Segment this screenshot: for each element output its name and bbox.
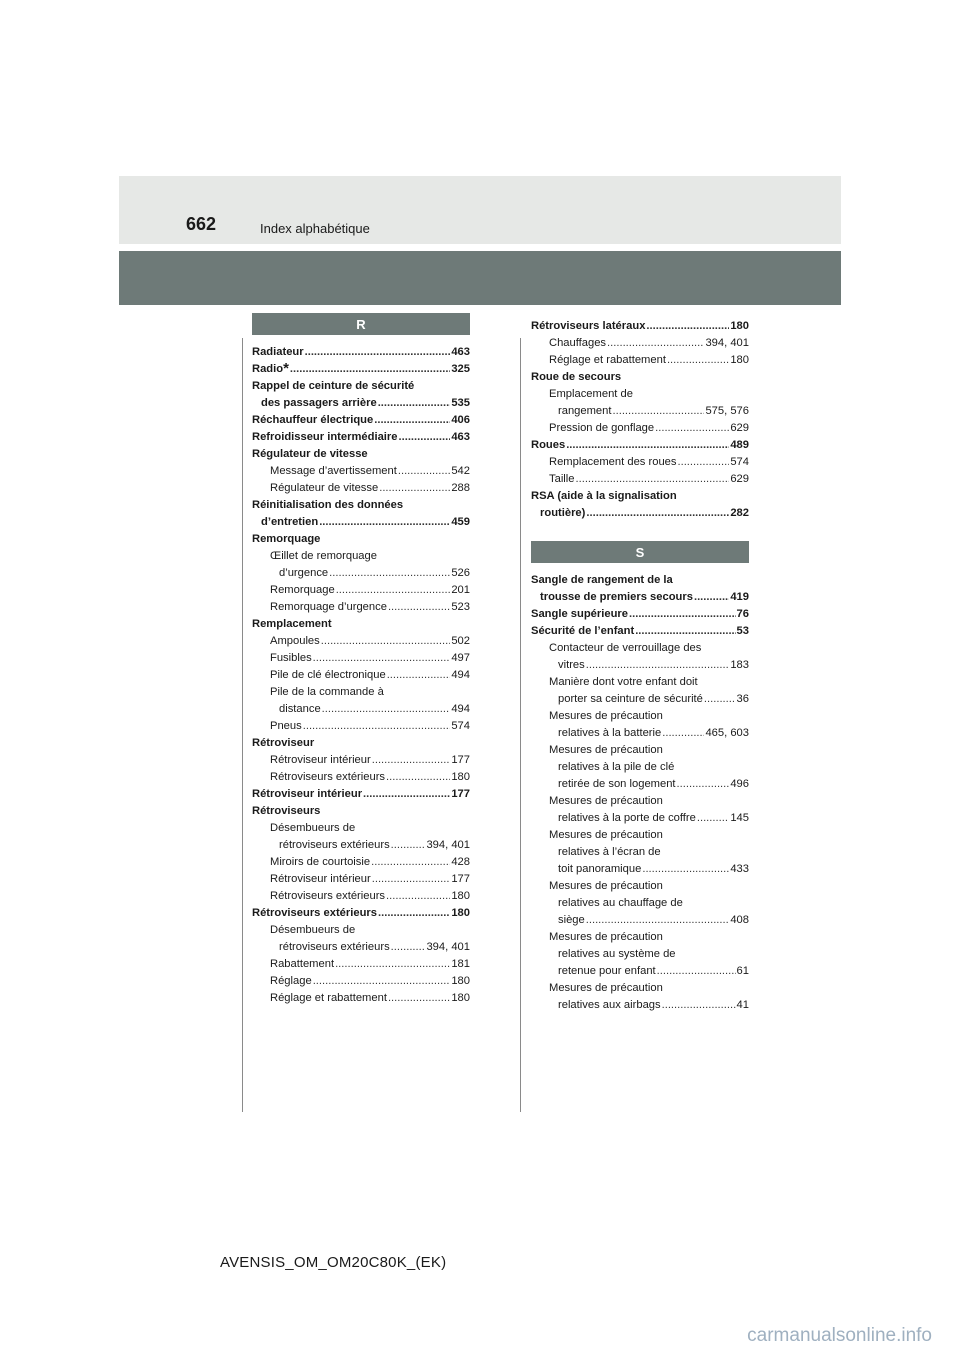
index-entry [252, 837, 470, 854]
header-band [119, 176, 841, 244]
dot-leader [645, 318, 729, 335]
index-entry-page[interactable]: 183 [730, 659, 749, 671]
index-entry-text: toit panoramique [558, 863, 642, 875]
index-entry-text: Radiateur [252, 346, 304, 358]
index-entry-page[interactable]: 177 [451, 873, 470, 885]
index-entry-text: routière) [540, 507, 586, 519]
index-entry-text: relatives au chauffage de [558, 897, 683, 909]
index-entry [531, 912, 749, 929]
index-entry [252, 395, 470, 412]
index-entry-text: Remorquage d’urgence [270, 601, 387, 613]
index-entry-page[interactable]: 41 [736, 999, 749, 1011]
index-entry-page[interactable]: 502 [451, 635, 470, 647]
index-entry [531, 810, 749, 827]
header-dark-band [119, 251, 841, 305]
index-entry [531, 640, 749, 657]
index-entry-text: Réglage et rabattement [549, 354, 666, 366]
dot-leader [585, 657, 730, 674]
index-entry-text: Réchauffeur électrique [252, 414, 374, 426]
index-entry-page[interactable]: 497 [451, 652, 470, 664]
index-entry-page[interactable]: 394, 401 [705, 337, 749, 349]
index-list-r-continued [531, 318, 749, 522]
index-entry-text: Mesures de précaution [549, 982, 663, 994]
index-entry-text: Sangle supérieure [531, 608, 628, 620]
dot-leader [362, 786, 450, 803]
index-entry-text: Rétroviseur intérieur [252, 788, 363, 800]
index-entry-text: Rétroviseur [252, 737, 315, 749]
index-entry-text: Réglage et rabattement [270, 992, 387, 1004]
watermark: carmanualsonline.info [747, 1325, 932, 1346]
index-entry [252, 548, 470, 565]
index-entry-page[interactable]: 394, 401 [426, 839, 470, 851]
dot-leader [371, 752, 451, 769]
dot-leader [703, 691, 736, 708]
index-entry-page[interactable]: 201 [451, 584, 470, 596]
index-list-r [252, 344, 470, 1007]
index-entry [252, 769, 470, 786]
index-entry [252, 633, 470, 650]
index-entry-text: Roues [531, 439, 566, 451]
index-entry-text: d’entretien [261, 516, 319, 528]
index-entry-text: Contacteur de verrouillage des [549, 642, 702, 654]
index-entry-page[interactable]: 177 [451, 754, 470, 766]
index-entry [252, 888, 470, 905]
index-entry-page[interactable]: 180 [730, 320, 749, 332]
index-entry [252, 973, 470, 990]
right-column-rule [520, 338, 521, 1112]
index-entry-text: distance [279, 703, 321, 715]
index-entry [531, 691, 749, 708]
dot-leader [318, 514, 450, 531]
index-entry [252, 514, 470, 531]
index-entry-text: Mesures de précaution [549, 795, 663, 807]
index-entry [531, 369, 749, 386]
dot-leader [398, 429, 451, 446]
index-entry [531, 657, 749, 674]
index-entry-text: Régulateur de vitesse [252, 448, 368, 460]
index-entry [531, 606, 749, 623]
index-entry-text: Mesures de précaution [549, 931, 663, 943]
index-list-s [531, 572, 749, 1014]
index-entry-page[interactable]: 36 [736, 693, 749, 705]
index-entry-page[interactable]: 180 [451, 907, 470, 919]
index-entry [531, 844, 749, 861]
index-entry [252, 939, 470, 956]
dot-leader [371, 871, 451, 888]
index-entry-page[interactable]: 574 [451, 720, 470, 732]
index-entry-text: porter sa ceinture de sécurité [558, 693, 703, 705]
index-entry-text: retirée de son logement [558, 778, 676, 790]
index-entry [531, 793, 749, 810]
index-entry-page[interactable]: 496 [730, 778, 749, 790]
index-entry-page[interactable]: 494 [451, 703, 470, 715]
dot-leader [304, 344, 451, 361]
index-entry-text: Rappel de ceinture de sécurité [252, 380, 415, 392]
page-title: Index alphabétique [260, 221, 370, 236]
index-entry-text: Mesures de précaution [549, 829, 663, 841]
index-entry [252, 956, 470, 973]
index-entry [252, 871, 470, 888]
index-entry [252, 854, 470, 871]
index-entry-text: Mesures de précaution [549, 710, 663, 722]
dot-leader [585, 505, 729, 522]
index-entry-page[interactable]: 180 [451, 771, 470, 783]
index-entry [531, 929, 749, 946]
index-entry-text: Miroirs de courtoisie [270, 856, 371, 868]
index-entry [531, 454, 749, 471]
dot-leader [386, 667, 451, 684]
index-entry [252, 701, 470, 718]
dot-leader [654, 420, 729, 437]
index-entry-text: Remorquage [252, 533, 321, 545]
dot-leader [378, 480, 450, 497]
index-entry-text: Pile de la commande à [270, 686, 384, 698]
index-entry-text: Roue de secours [531, 371, 622, 383]
dot-leader [373, 412, 450, 429]
dot-leader [628, 606, 736, 623]
index-entry [531, 471, 749, 488]
index-entry-text: Manière dont votre enfant doit [549, 676, 698, 688]
index-entry [252, 463, 470, 480]
index-entry [531, 725, 749, 742]
index-entry-text: rangement [558, 405, 612, 417]
index-entry-text: Remplacement [252, 618, 332, 630]
dot-leader [312, 973, 451, 990]
dot-leader [656, 963, 736, 980]
index-entry-page[interactable]: 408 [730, 914, 749, 926]
index-entry-page[interactable]: 629 [730, 473, 749, 485]
index-entry [252, 446, 470, 463]
index-entry-page[interactable]: 177 [451, 788, 470, 800]
index-entry-page[interactable]: 145 [730, 812, 749, 824]
dot-leader [387, 990, 450, 1007]
dot-leader [387, 599, 450, 616]
index-entry-text: relatives au système de [558, 948, 676, 960]
index-entry-text: Sécurité de l’enfant [531, 625, 635, 637]
index-entry-page[interactable]: 181 [451, 958, 470, 970]
index-entry [531, 386, 749, 403]
dot-leader [676, 454, 729, 471]
dot-leader [575, 471, 730, 488]
index-entry-page[interactable]: 61 [736, 965, 749, 977]
index-entry-text: relatives à la porte de coffre [558, 812, 696, 824]
dot-leader [328, 565, 450, 582]
index-entry-page[interactable]: 465, 603 [705, 727, 749, 739]
index-entry [252, 344, 470, 361]
index-entry-text: Réglage [270, 975, 312, 987]
index-entry [252, 531, 470, 548]
index-entry-page[interactable]: 394, 401 [426, 941, 470, 953]
index-entry-text: Désembueurs de [270, 822, 356, 834]
index-entry [252, 497, 470, 514]
index-entry [531, 946, 749, 963]
index-entry-text: Remorquage [270, 584, 335, 596]
dot-leader [606, 335, 704, 352]
index-entry [531, 589, 749, 606]
index-entry [252, 820, 470, 837]
dot-leader [693, 589, 729, 606]
dot-leader [696, 810, 729, 827]
index-entry-page[interactable]: 282 [730, 507, 749, 519]
dot-leader [335, 582, 451, 599]
dot-leader [312, 650, 451, 667]
index-entry-page[interactable]: 419 [730, 591, 749, 603]
index-entry [531, 963, 749, 980]
index-entry [252, 684, 470, 701]
left-column [252, 313, 470, 1007]
dot-leader [377, 395, 451, 412]
index-entry [252, 480, 470, 497]
index-entry-text: Remplacement des roues [549, 456, 677, 468]
index-entry [531, 318, 749, 335]
index-entry-text: Pile de clé électronique [270, 669, 386, 681]
index-entry-page[interactable]: 459 [451, 516, 470, 528]
index-entry [252, 565, 470, 582]
index-entry [252, 616, 470, 633]
index-entry-page[interactable]: 325 [451, 363, 470, 375]
index-entry-text: Régulateur de vitesse [270, 482, 379, 494]
index-entry [531, 572, 749, 589]
index-entry [531, 742, 749, 759]
dot-leader [289, 361, 450, 378]
index-entry-text: siège [558, 914, 585, 926]
page-number: 662 [186, 214, 217, 234]
index-entry-page[interactable]: 542 [451, 465, 470, 477]
index-entry [252, 735, 470, 752]
dot-leader [320, 633, 451, 650]
index-entry [252, 752, 470, 769]
index-entry [531, 827, 749, 844]
index-entry [531, 861, 749, 878]
index-entry [531, 980, 749, 997]
index-entry [252, 650, 470, 667]
index-entry-text: Désembueurs de [270, 924, 356, 936]
index-entry-text: Sangle de rangement de la [531, 574, 673, 586]
index-entry [252, 412, 470, 429]
index-entry-text: Message d’avertissement [270, 465, 397, 477]
dot-leader [385, 769, 450, 786]
index-entry [252, 803, 470, 820]
index-entry-text: trousse de premiers secours [540, 591, 693, 603]
index-entry-text: relatives à l’écran de [558, 846, 661, 858]
index-entry [531, 878, 749, 895]
dot-leader [385, 888, 450, 905]
index-entry-text: relatives aux airbags [558, 999, 661, 1011]
index-entry-page[interactable]: 526 [451, 567, 470, 579]
index-entry-text: Mesures de précaution [549, 744, 663, 756]
right-column [531, 318, 749, 1014]
dot-leader [377, 905, 450, 922]
index-entry [531, 623, 749, 640]
index-entry-page[interactable]: 288 [451, 482, 470, 494]
index-entry-page[interactable]: 489 [730, 439, 749, 451]
dot-leader [612, 403, 705, 420]
index-entry [531, 505, 749, 522]
dot-leader [676, 776, 730, 793]
index-entry [531, 759, 749, 776]
index-entry-page[interactable]: 494 [451, 669, 470, 681]
index-entry [531, 895, 749, 912]
index-entry [252, 990, 470, 1007]
document-code: AVENSIS_OM_OM20C80K_(EK) [220, 1254, 447, 1271]
index-entry-text: retenue pour enfant [558, 965, 656, 977]
index-entry-text: Mesures de précaution [549, 880, 663, 892]
index-entry-text: Rétroviseurs extérieurs [270, 771, 386, 783]
index-entry-text: rétroviseurs extérieurs [279, 839, 390, 851]
index-entry-page[interactable]: 629 [730, 422, 749, 434]
index-entry-page[interactable]: 463 [451, 431, 470, 443]
index-entry [531, 708, 749, 725]
index-entry [252, 667, 470, 684]
index-entry-text: relatives à la batterie [558, 727, 662, 739]
index-entry-text: Rétroviseurs [252, 805, 321, 817]
dot-leader [370, 854, 450, 871]
index-entry [252, 378, 470, 395]
dot-leader [390, 837, 426, 854]
index-entry: Radio * ..... 325 [252, 361, 470, 378]
index-entry [252, 582, 470, 599]
dot-leader [565, 437, 729, 454]
index-entry-text: Rétroviseur intérieur [270, 873, 371, 885]
index-entry-text: Réinitialisation des données [252, 499, 404, 511]
index-entry-text: Rétroviseurs extérieurs [252, 907, 377, 919]
dot-leader [661, 997, 736, 1014]
index-entry [252, 429, 470, 446]
section-header-r: R [252, 313, 470, 335]
dot-leader [585, 912, 730, 929]
dot-leader [641, 861, 729, 878]
section-header-s: S [531, 541, 749, 563]
index-entry-page[interactable]: 180 [730, 354, 749, 366]
dot-leader [666, 352, 729, 369]
index-entry-text: Rétroviseurs extérieurs [270, 890, 386, 902]
index-entry [252, 786, 470, 803]
dot-leader [661, 725, 704, 742]
index-entry-page[interactable]: 433 [730, 863, 749, 875]
index-entry-text: Taille [549, 473, 575, 485]
index-entry [531, 437, 749, 454]
dot-leader [321, 701, 451, 718]
index-entry-page[interactable]: 535 [451, 397, 470, 409]
index-entry-page[interactable]: 180 [451, 975, 470, 987]
index-entry-text: Radio [252, 363, 284, 375]
index-entry [531, 335, 749, 352]
index-entry [531, 997, 749, 1014]
index-entry-text: Emplacement de [549, 388, 633, 400]
index-entry-text: Fusibles [270, 652, 312, 664]
index-entry-text: vitres [558, 659, 585, 671]
index-entry-page[interactable]: 76 [736, 608, 749, 620]
left-column-rule [242, 338, 243, 1112]
index-entry-text: d’urgence [279, 567, 329, 579]
dot-leader [334, 956, 450, 973]
index-entry-page[interactable]: 53 [736, 625, 749, 637]
index-entry-page[interactable]: 463 [451, 346, 470, 358]
index-entry-text: Rétroviseurs latéraux [531, 320, 646, 332]
index-entry-page[interactable]: 574 [730, 456, 749, 468]
index-entry [531, 352, 749, 369]
index-entry [531, 488, 749, 505]
index-entry-page[interactable]: 180 [451, 890, 470, 902]
index-entry-page[interactable]: 406 [451, 414, 470, 426]
index-entry-text: rétroviseurs extérieurs [279, 941, 390, 953]
index-entry-text: Œillet de remorquage [270, 550, 377, 562]
index-entry [252, 599, 470, 616]
index-entry-text: Ampoules [270, 635, 320, 647]
index-entry-text: des passagers arrière [261, 397, 377, 409]
index-entry [531, 420, 749, 437]
index-entry-page[interactable]: 523 [451, 601, 470, 613]
index-entry-text: Pression de gonflage [549, 422, 655, 434]
dot-leader [634, 623, 735, 640]
index-entry-text: Pneus [270, 720, 302, 732]
index-entry-text: Chauffages [549, 337, 607, 349]
index-entry-text: Refroidisseur intermédiaire [252, 431, 398, 443]
index-entry [531, 674, 749, 691]
index-entry [531, 403, 749, 420]
index-entry-page[interactable]: 428 [451, 856, 470, 868]
dot-leader [397, 463, 450, 480]
dot-leader [390, 939, 426, 956]
dot-leader [302, 718, 451, 735]
index-entry-page[interactable]: 180 [451, 992, 470, 1004]
index-entry-text: relatives à la pile de clé [558, 761, 675, 773]
index-entry [531, 776, 749, 793]
index-entry-text: Rabattement [270, 958, 335, 970]
index-entry [252, 718, 470, 735]
index-entry [252, 905, 470, 922]
index-entry-text: Rétroviseur intérieur [270, 754, 371, 766]
index-entry-page[interactable]: 575, 576 [705, 405, 749, 417]
index-entry-text: RSA (aide à la signalisation [531, 490, 677, 502]
index-entry [252, 922, 470, 939]
